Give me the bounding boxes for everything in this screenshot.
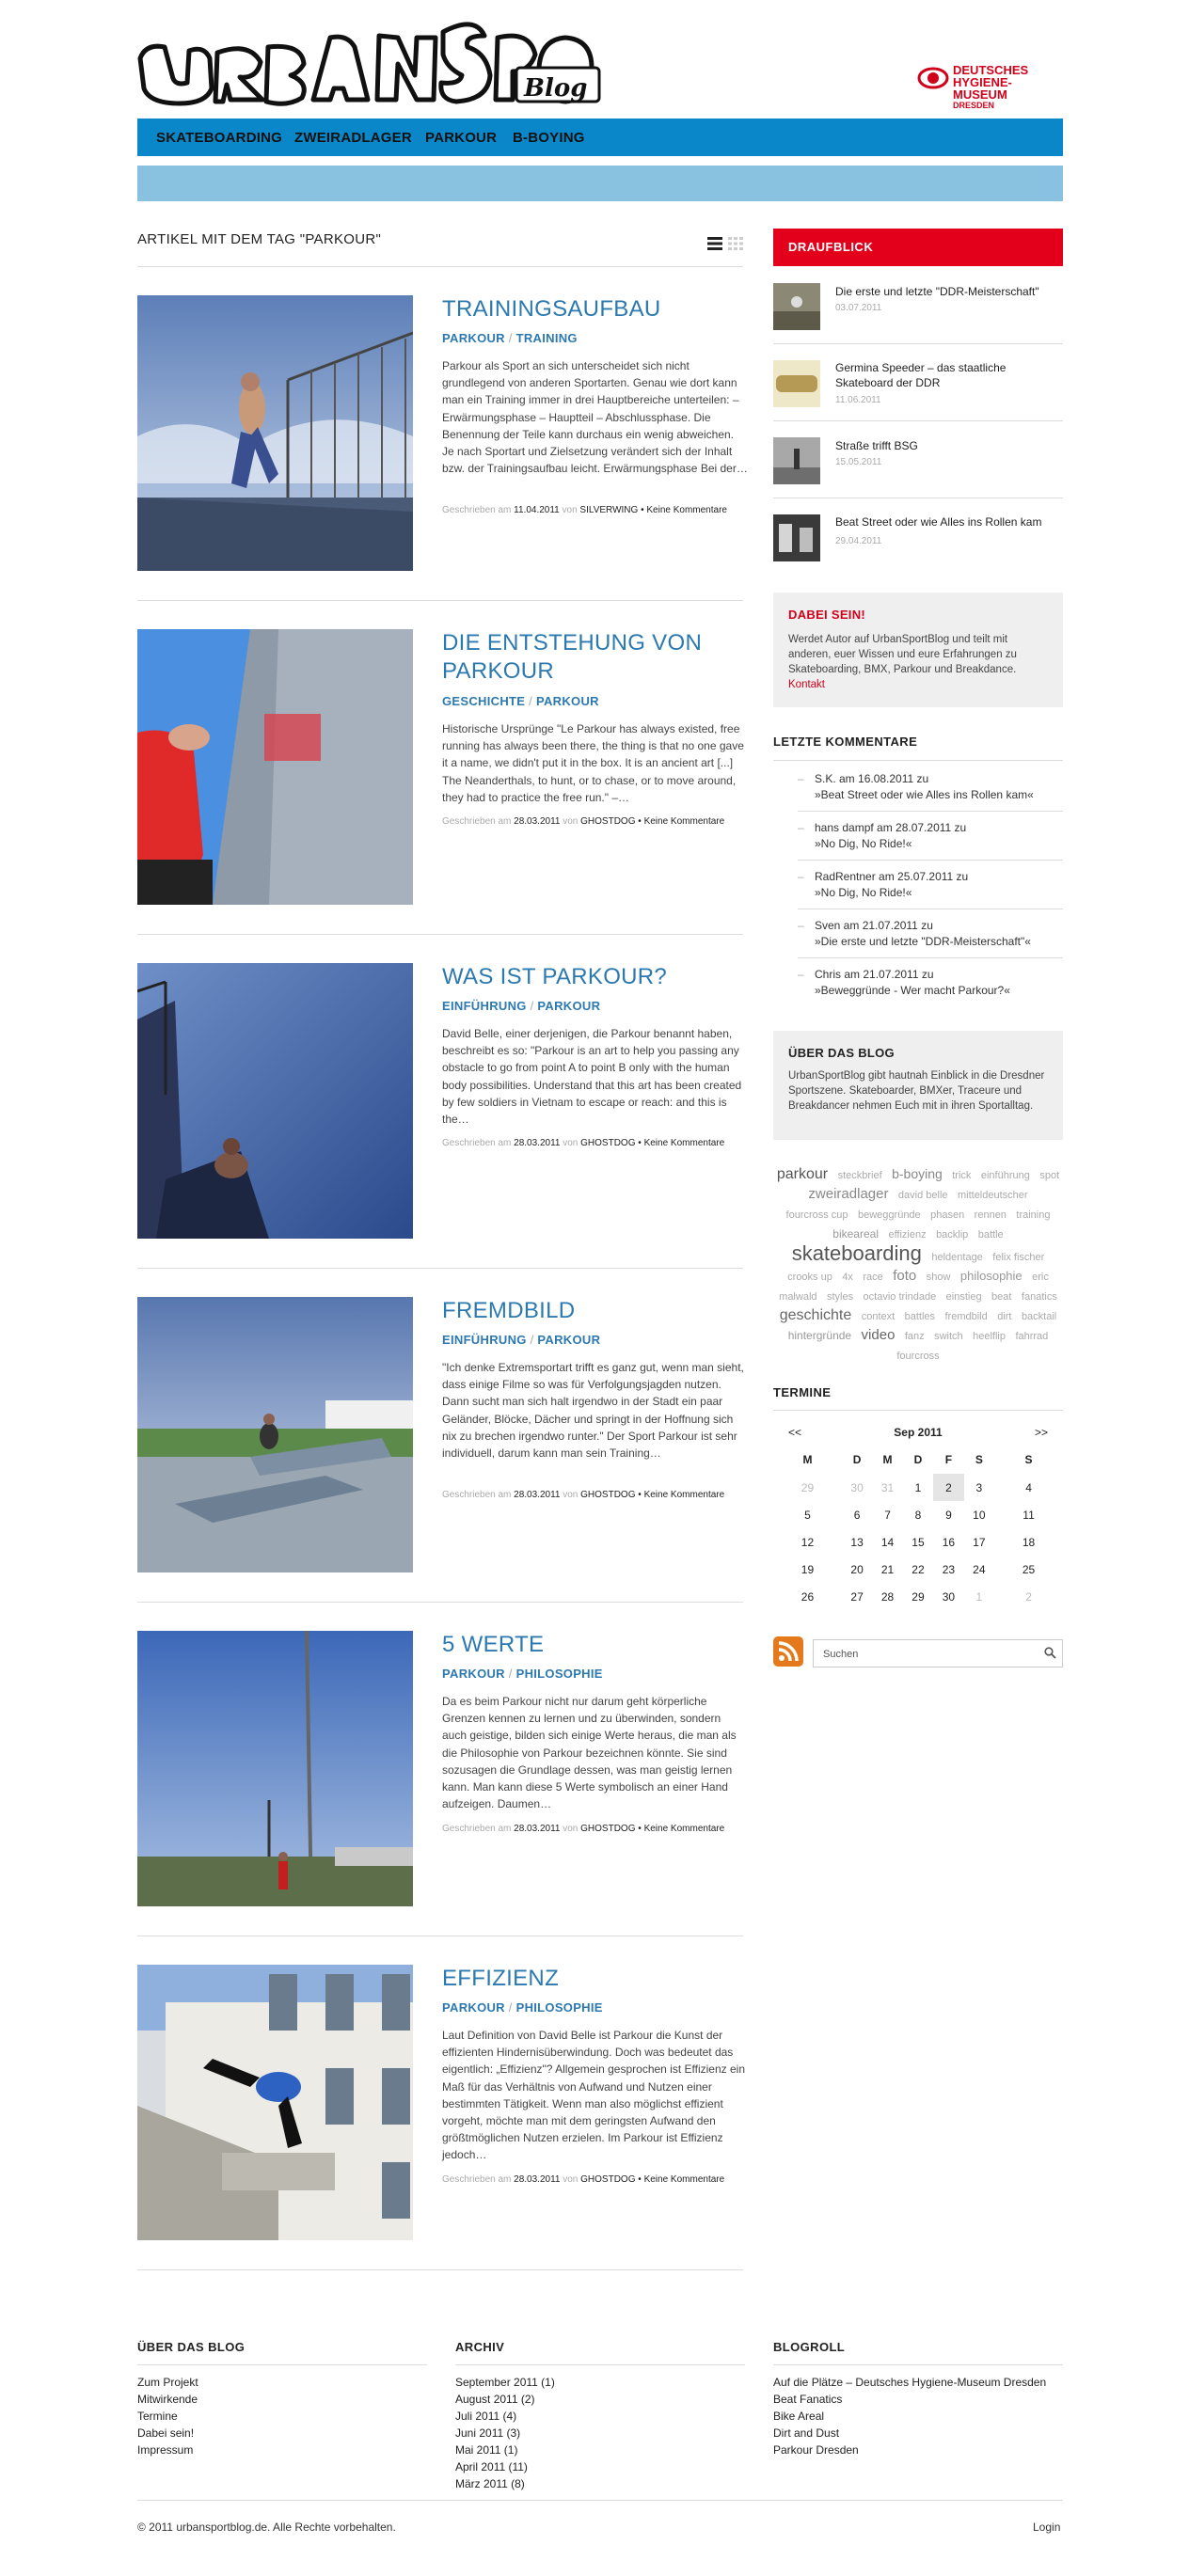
footer-bottom-divider	[137, 2500, 1063, 2501]
footer-link[interactable]: Mitwirkende	[137, 2393, 198, 2406]
calendar-day: 10	[973, 1508, 986, 1522]
footer-blogroll-links	[773, 2374, 1046, 2458]
heading-divider	[137, 266, 743, 267]
tag-link[interactable]: bikeareal	[832, 1227, 879, 1241]
tag-link[interactable]: beweggründe	[858, 1209, 921, 1221]
post-meta: Geschrieben am 28.03.2011 von GHOSTDOG • Keine Kommentare	[442, 816, 725, 827]
tag-link[interactable]: training	[1016, 1209, 1051, 1221]
tag-link[interactable]: phasen	[930, 1209, 965, 1221]
calendar-weekday: M	[802, 1453, 813, 1466]
draufblick-item-date: 29.04.2011	[835, 536, 882, 546]
calendar-day: 16	[942, 1535, 956, 1549]
tag-link[interactable]: crooks up	[787, 1272, 832, 1283]
post-excerpt: Laut Definition von David Belle ist Parkour die Kunst der effizienten Hindernisüberwindung. Doch was bedeutet das eigentlich: „Effizienz"? Allgemein gesprochen ist Effizienz ein Maß für das Verhältnis von Aufwand und Nutzen einer bestimmten Tätigkeit. Wenn man also möglichst effizient vorgeht, möchte man mit dem geringsten Aufwand den größtmöglichen Nutzen erzielen. Im Parkour ist Effizienz jedoch…	[442, 2029, 745, 2162]
copyright: © 2011 urbansportblog.de. Alle Rechte vorbehalten.	[137, 2521, 396, 2534]
tag-link[interactable]: fanatics	[1021, 1291, 1057, 1303]
tag-link[interactable]: backtail	[1021, 1311, 1057, 1322]
blogroll-link[interactable]: Beat Fanatics	[773, 2393, 843, 2406]
post-thumbnail[interactable]	[137, 1631, 413, 1906]
post-comments-link[interactable]: Keine Kommentare	[643, 1824, 725, 1834]
tag-link[interactable]: battle	[977, 1229, 1004, 1241]
sidebar-divider	[773, 760, 1063, 761]
calendar-day: 28	[880, 1589, 895, 1604]
calendar-weekday: S	[1024, 1453, 1033, 1466]
page-title: ARTIKEL MIT DEM TAG "PARKOUR"	[137, 231, 382, 247]
site-logo[interactable]	[136, 9, 607, 111]
museum-line3: DRESDEN	[953, 101, 995, 110]
calendar-day: 21	[880, 1562, 895, 1576]
post-excerpt: David Belle, einer derjenigen, die Parkour benannt haben, beschreibt es so: "Parkour is an art to help you passing any obstacle to go from point A to point B only with the human body possibilities. Understand that this art has been created by few soldiers in Vietnam to escape or reach: and this is the…	[442, 1027, 742, 1127]
about-blog-box	[773, 1031, 1063, 1140]
draufblick-item-date: 11.06.2011	[835, 395, 881, 405]
tag-link[interactable]: mitteldeutscher	[957, 1190, 1028, 1201]
calendar-day: 29	[801, 1480, 815, 1494]
kontakt-link[interactable]: Kontakt	[788, 679, 825, 690]
footer-archive-title: ARCHIV	[455, 2340, 505, 2354]
post-title[interactable]: EFFIZIENZ	[442, 1966, 560, 1991]
draufblick-item-title[interactable]: Beat Street oder wie Alles ins Rollen kam	[835, 515, 1042, 529]
sub-nav-bar	[137, 166, 1063, 201]
tag-link[interactable]: philosophie	[959, 1269, 1023, 1283]
main-nav	[137, 119, 1063, 156]
calendar-month: Sep 2011	[894, 1425, 943, 1439]
post-divider	[137, 1602, 743, 1603]
footer-link[interactable]: Impressum	[137, 2443, 194, 2457]
tag-link[interactable]: fourcross	[896, 1351, 940, 1362]
tag-link[interactable]: eric	[1032, 1272, 1049, 1283]
post-categories: EINFÜHRUNG / PARKOUR	[442, 1333, 601, 1347]
sidebar-divider	[773, 1410, 1063, 1411]
tag-link[interactable]: fremdbild	[944, 1311, 988, 1322]
draufblick-thumbnail[interactable]	[773, 360, 820, 407]
post-title[interactable]: DIE ENTSTEHUNG VON PARKOUR	[442, 630, 703, 684]
tag-link[interactable]: heldentage	[931, 1252, 983, 1263]
post-categories: PARKOUR / PHILOSOPHIE	[442, 1667, 603, 1681]
comment-item[interactable]: – hans dampf am 28.07.2011 zu »No Dig, No Ride!«	[798, 821, 967, 850]
tag-link[interactable]: styles	[826, 1291, 854, 1303]
footer-divider	[455, 2364, 745, 2365]
tag-link[interactable]: 4x	[842, 1272, 853, 1283]
sidebar-divider	[798, 811, 1063, 812]
footer-link[interactable]: Dabei sein!	[137, 2426, 195, 2440]
calendar-day: 5	[804, 1508, 811, 1522]
tag-link[interactable]: battles	[904, 1311, 936, 1322]
post-divider	[137, 1268, 743, 1269]
post-author[interactable]: GHOSTDOG	[580, 1490, 636, 1500]
post-title[interactable]: TRAININGSAUFBAU	[442, 296, 661, 322]
draufblick-item-date: 15.05.2011	[835, 457, 882, 467]
tag-link[interactable]: skateboarding	[791, 1241, 922, 1265]
sidebar-divider	[798, 957, 1063, 958]
tag-link[interactable]: malwald	[779, 1291, 817, 1303]
tag-link[interactable]: video	[861, 1327, 896, 1343]
post-divider	[137, 2269, 743, 2270]
list-view-icon[interactable]	[707, 237, 722, 250]
tag-link[interactable]: spot	[1039, 1170, 1060, 1181]
tag-link[interactable]: race	[863, 1272, 883, 1283]
footer-about-title: ÜBER DAS BLOG	[137, 2340, 246, 2354]
calendar-prev[interactable]: <<	[788, 1425, 802, 1439]
calendar-day: 3	[975, 1480, 983, 1494]
tag-link[interactable]: switch	[934, 1331, 963, 1342]
archive-link[interactable]: Juni 2011 (3)	[455, 2426, 521, 2440]
search-box	[813, 1639, 1063, 1667]
post-meta: Geschrieben am 11.04.2011 von SILVERWING • Keine Kommentare	[442, 505, 727, 515]
calendar-weekday: M	[882, 1453, 893, 1466]
post-category[interactable]: PHILOSOPHIE	[515, 2000, 603, 2015]
calendar-day: 22	[912, 1562, 925, 1576]
calendar-day: 8	[914, 1508, 922, 1522]
post-divider	[137, 934, 743, 935]
calendar-next[interactable]: >>	[1034, 1425, 1048, 1439]
post-title[interactable]: WAS IST PARKOUR?	[442, 964, 668, 989]
dabei-sein-title: DABEI SEIN!	[788, 608, 866, 622]
tag-link[interactable]: fanz	[904, 1331, 925, 1342]
draufblick-thumbnail[interactable]	[773, 514, 820, 561]
tag-link[interactable]: steckbrief	[837, 1170, 882, 1181]
post-title[interactable]: FREMDBILD	[442, 1298, 576, 1323]
footer-link[interactable]: Termine	[137, 2410, 178, 2423]
post-thumbnail[interactable]	[137, 1965, 413, 2240]
post-author[interactable]: GHOSTDOG	[580, 1138, 636, 1148]
calendar-weekday: S	[975, 1453, 983, 1466]
post-comments-link[interactable]: Keine Kommentare	[643, 816, 725, 827]
about-blog-title: ÜBER DAS BLOG	[788, 1046, 895, 1060]
calendar-day: 14	[880, 1535, 895, 1549]
calendar-weekday: D	[852, 1453, 862, 1466]
post-excerpt: Historische Ursprünge "Le Parkour has always existed, free running has always been there, the thing is that no one gave it a name, we didn't put it in the box. It is an ancient art [...] The Neanderthals, to hunt, or to chase, or to move around, they had to practice the free run." –…	[442, 722, 744, 804]
post-thumbnail[interactable]	[137, 963, 413, 1239]
tag-link[interactable]: beat	[991, 1291, 1012, 1303]
comment-item[interactable]: – RadRentner am 25.07.2011 zu »No Dig, No Ride!«	[798, 870, 969, 899]
calendar-day: 19	[801, 1562, 815, 1576]
calendar-day: 27	[850, 1589, 864, 1604]
post-thumbnail[interactable]	[137, 1297, 413, 1572]
tag-link[interactable]: felix fischer	[992, 1252, 1045, 1263]
post-category[interactable]: PARKOUR	[537, 999, 601, 1013]
post-author[interactable]: SILVERWING	[579, 505, 639, 515]
calendar-day: 7	[884, 1508, 891, 1522]
post-categories: PARKOUR / TRAINING	[442, 331, 578, 345]
archive-link[interactable]: Mai 2011 (1)	[455, 2443, 518, 2457]
tag-link[interactable]: parkour	[776, 1166, 829, 1182]
tag-link[interactable]: show	[926, 1272, 951, 1283]
nav-zweiradlager[interactable]: ZWEIRADLAGER	[294, 130, 412, 146]
museum-line2: HYGIENE-MUSEUM	[953, 75, 1012, 102]
calendar-day: 17	[973, 1535, 986, 1549]
post-title[interactable]: 5 WERTE	[442, 1632, 545, 1657]
footer-divider	[773, 2364, 1063, 2365]
blogroll-link[interactable]: Auf die Plätze – Deutsches Hygiene-Museum Dresden	[773, 2376, 1047, 2389]
calendar-day: 2	[1025, 1589, 1032, 1604]
grid-view-icon[interactable]	[728, 237, 743, 250]
nav-b-boying[interactable]: B-BOYING	[513, 130, 585, 146]
blogroll-link[interactable]: Parkour Dresden	[773, 2443, 859, 2457]
sidebar-divider	[773, 343, 1063, 344]
post-categories: EINFÜHRUNG / PARKOUR	[442, 999, 601, 1013]
post-author[interactable]: GHOSTDOG	[580, 2174, 636, 2185]
sidebar-divider	[773, 420, 1063, 421]
post-category[interactable]: TRAINING	[515, 331, 578, 345]
draufblick-header	[773, 229, 1063, 266]
post-thumbnail[interactable]	[137, 629, 413, 905]
calendar-weekday: D	[913, 1453, 923, 1466]
blogroll-link[interactable]: Dirt and Dust	[773, 2426, 840, 2440]
rss-icon[interactable]	[773, 1636, 803, 1667]
tag-link[interactable]: fahrrad	[1015, 1331, 1049, 1342]
tag-link[interactable]: geschichte	[779, 1307, 852, 1323]
calendar-day: 2	[933, 1474, 963, 1501]
tag-link[interactable]: einführung	[980, 1170, 1030, 1181]
footer-blogroll-title: BLOGROLL	[773, 2340, 846, 2354]
archive-link[interactable]: Juli 2011 (4)	[455, 2410, 517, 2423]
post-author[interactable]: GHOSTDOG	[580, 816, 636, 827]
sidebar-divider	[798, 860, 1063, 861]
footer-about-links	[137, 2374, 198, 2458]
tag-link[interactable]: trick	[952, 1170, 972, 1181]
post-comments-link[interactable]: Keine Kommentare	[646, 505, 727, 515]
calendar-day: 4	[1025, 1480, 1032, 1494]
draufblick-item-date: 03.07.2011	[835, 303, 882, 313]
draufblick-thumbnail[interactable]	[773, 437, 820, 484]
calendar-day: 26	[801, 1589, 815, 1604]
comment-item[interactable]: – S.K. am 16.08.2011 zu »Beat Street oder wie Alles ins Rollen kam«	[798, 772, 1034, 801]
comment-item[interactable]: – Sven am 21.07.2011 zu »Die erste und letzte "DDR-Meisterschaft"«	[798, 919, 1031, 948]
calendar-day: 23	[942, 1562, 956, 1576]
draufblick-item-title[interactable]: Straße trifft BSG	[835, 439, 918, 452]
post-meta: Geschrieben am 28.03.2011 von GHOSTDOG • Keine Kommentare	[442, 2174, 725, 2185]
calendar-day: 9	[945, 1508, 952, 1522]
dabei-sein-text: Werdet Autor auf UrbanSportBlog und teilt mit anderen, euer Wissen und eure Erfahrungen zu Skateboarding, BMX, Parkour und Breakdance. Kontakt	[788, 632, 1052, 692]
archive-link[interactable]: März 2011 (8)	[455, 2477, 525, 2490]
tag-cloud	[773, 1164, 1063, 1366]
calendar-day: 12	[801, 1535, 815, 1549]
archive-link[interactable]: August 2011 (2)	[455, 2393, 535, 2406]
comment-item[interactable]: – Chris am 21.07.2011 zu »Beweggründe - Wer macht Parkour?«	[798, 968, 1010, 997]
tag-link[interactable]: zweiradlager	[808, 1186, 889, 1202]
draufblick-thumbnail[interactable]	[773, 283, 820, 330]
museum-line1: DEUTSCHES	[953, 63, 1029, 77]
post-categories: PARKOUR / PHILOSOPHIE	[442, 2000, 603, 2015]
tag-link[interactable]: rennen	[974, 1209, 1007, 1221]
tag-link[interactable]: foto	[893, 1268, 917, 1284]
calendar-day: 13	[850, 1535, 864, 1549]
post-category[interactable]: PARKOUR	[442, 331, 505, 345]
calendar-weekday: F	[944, 1453, 953, 1466]
post-category[interactable]: EINFÜHRUNG	[442, 1333, 527, 1347]
post-category[interactable]: PHILOSOPHIE	[515, 1667, 603, 1681]
termine-title: TERMINE	[773, 1385, 832, 1399]
footer-divider	[137, 2364, 427, 2365]
calendar-day: 20	[850, 1562, 864, 1576]
tag-link[interactable]: octavio trindade	[863, 1291, 937, 1303]
footer-link[interactable]: Zum Projekt	[137, 2376, 198, 2389]
tag-link[interactable]: fourcross cup	[785, 1209, 848, 1221]
eye-icon	[917, 62, 949, 94]
calendar-day: 24	[973, 1562, 986, 1576]
post-meta: Geschrieben am 28.03.2011 von GHOSTDOG • Keine Kommentare	[442, 1824, 725, 1834]
post-meta: Geschrieben am 28.03.2011 von GHOSTDOG • Keine Kommentare	[442, 1490, 725, 1500]
calendar-day: 18	[1022, 1535, 1036, 1549]
latest-comments-title: LETZTE KOMMENTARE	[773, 735, 918, 749]
post-category[interactable]: EINFÜHRUNG	[442, 999, 527, 1013]
post-categories: GESCHICHTE / PARKOUR	[442, 694, 599, 708]
post-excerpt: Da es beim Parkour nicht nur darum geht körperliche Grenzen kennen zu lernen und zu überwinden, sondern auch geistige, bilden sich einige Werte heraus, die man als die Philosophie von Parkour bezeichnen könnte. Sie sind sozusagen die Grundlage dessen, was man geistig lernen kann. Man kann diese 5 Werte symbolisch an einer Hand aufzeigen. Daumen…	[442, 1695, 737, 1811]
tag-link[interactable]: dirt	[997, 1311, 1012, 1322]
calendar-day: 15	[912, 1535, 925, 1549]
post-excerpt: Parkour als Sport an sich unterscheidet sich nicht grundlegend von anderen Sportarten. Genau wie dort kann man ein Training immer in drei Hauptbereiche unterteilen: – Erwärmungsphase – Hauptteil – Abschlussphase. Die Benennung der Teile kann durchaus ein wenig abweichen. Je nach Sportart und Zielsetzung verändert sich der Inhalt bzw. der Trainingsaufbau leicht. Erwärmungsphase Bei der…	[442, 359, 748, 476]
post-comments-link[interactable]: Keine Kommentare	[643, 1490, 725, 1500]
calendar-day: 1	[975, 1589, 983, 1604]
tag-link[interactable]: backlip	[936, 1229, 969, 1241]
archive-link[interactable]: April 2011 (11)	[455, 2460, 528, 2473]
archive-link[interactable]: September 2011 (1)	[455, 2376, 555, 2389]
tag-link[interactable]: einstieg	[945, 1291, 982, 1303]
tag-link[interactable]: b-boying	[892, 1166, 943, 1181]
search-input[interactable]	[821, 1645, 1032, 1664]
post-category[interactable]: PARKOUR	[535, 694, 599, 708]
tag-link[interactable]: context	[861, 1311, 896, 1322]
museum-logo[interactable]	[917, 60, 1063, 110]
calendar-day: 25	[1022, 1562, 1036, 1576]
post-category[interactable]: GESCHICHTE	[442, 694, 526, 708]
about-blog-text: UrbanSportBlog gibt hautnah Einblick in die Dresdner Sportszene. Skateboarder, BMXer, Traceure und Breakdancer nehmen Euch mit in ihren Sportalltag.	[788, 1070, 1045, 1112]
post-category[interactable]: PARKOUR	[442, 1667, 505, 1681]
post-category[interactable]: PARKOUR	[537, 1333, 601, 1347]
post-author[interactable]: GHOSTDOG	[580, 1824, 636, 1834]
calendar-day: 30	[942, 1589, 956, 1604]
draufblick-item-title[interactable]: Germina Speeder – das staatliche Skateboard der DDR	[835, 361, 1007, 389]
calendar-day: 11	[1023, 1508, 1035, 1522]
nav-skateboarding[interactable]: SKATEBOARDING	[156, 130, 282, 146]
tag-link[interactable]: heelflip	[973, 1331, 1006, 1342]
footer-archive-links	[455, 2374, 555, 2492]
calendar	[773, 1418, 1063, 1610]
draufblick-title: DRAUFBLICK	[788, 240, 874, 254]
search-icon[interactable]	[1044, 1647, 1056, 1659]
post-excerpt: "Ich denke Extremsportart trifft es ganz gut, wenn man sieht, dass einige Filme so was für Verfolgungsjagden nutzen. Dann sucht man sich halt irgendwo in der Stadt ein paar Geländer, Blöcke, Dächer und springt in der Hoffnung sich nix zu brechen irgendwo runter." Der Sport Parkour ist sehr individuell, darum kann man sein Training…	[442, 1361, 744, 1461]
calendar-day: 1	[914, 1480, 922, 1494]
calendar-day: 29	[912, 1589, 925, 1604]
post-divider	[137, 600, 743, 601]
view-toggle	[707, 237, 743, 252]
login-link[interactable]: Login	[1033, 2521, 1061, 2534]
post-meta: Geschrieben am 28.03.2011 von GHOSTDOG • Keine Kommentare	[442, 1138, 725, 1148]
tag-link[interactable]: effizienz	[888, 1229, 927, 1241]
calendar-day: 30	[850, 1480, 864, 1494]
post-category[interactable]: PARKOUR	[442, 2000, 505, 2015]
draufblick-item-title[interactable]: Die erste und letzte "DDR-Meisterschaft"	[835, 285, 1039, 298]
dabei-sein-box	[773, 593, 1063, 707]
post-comments-link[interactable]: Keine Kommentare	[643, 2174, 725, 2185]
tag-link[interactable]: david belle	[897, 1190, 948, 1201]
tag-link[interactable]: hintergründe	[787, 1329, 852, 1342]
post-comments-link[interactable]: Keine Kommentare	[643, 1138, 725, 1148]
svg-text:Blog: Blog	[524, 74, 588, 103]
calendar-day: 6	[853, 1508, 861, 1522]
calendar-day: 31	[880, 1480, 895, 1494]
blogroll-link[interactable]: Bike Areal	[773, 2410, 825, 2423]
post-thumbnail[interactable]	[137, 295, 413, 571]
nav-parkour[interactable]: PARKOUR	[425, 130, 498, 146]
